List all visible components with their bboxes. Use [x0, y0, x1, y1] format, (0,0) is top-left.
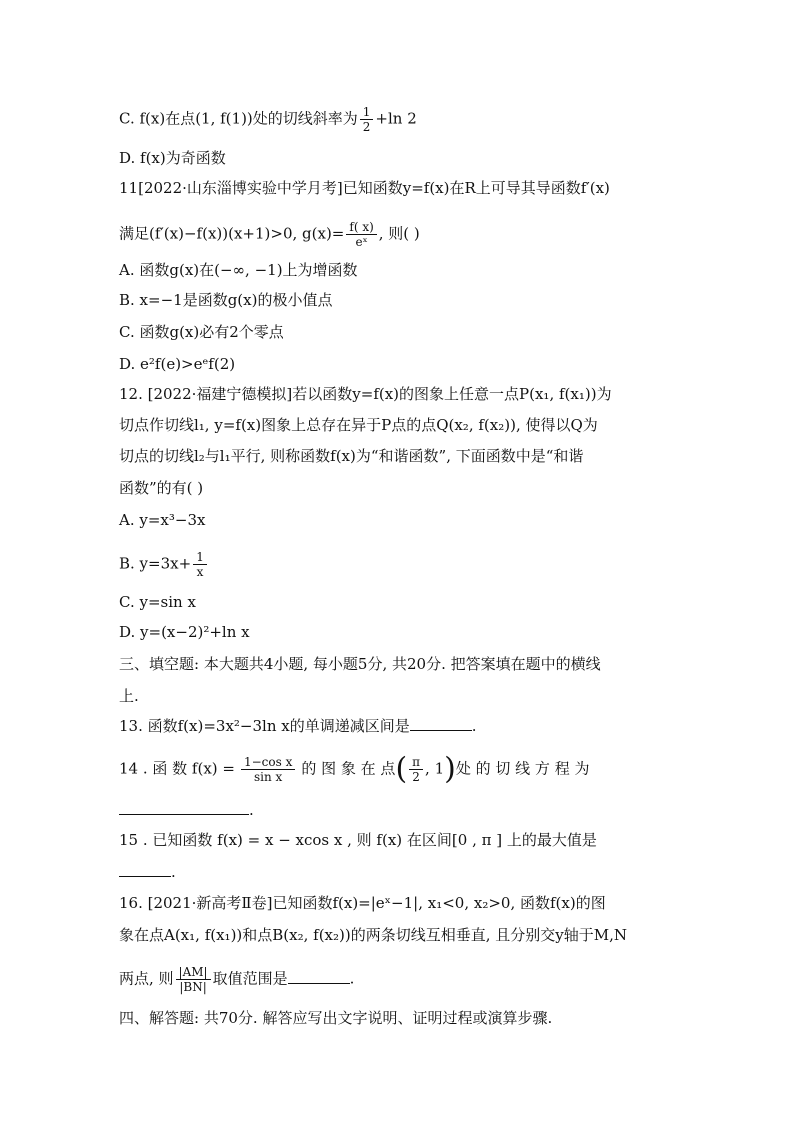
- q14-answer-line: .: [119, 800, 254, 820]
- q12-option-b: B. y=3x+ $\frac{1}{x}$: [119, 550, 209, 579]
- q11-stem-line2: 满足(f′(x)−f(x))(x+1)>0, g(x)= $\frac{f( x)}{\text{eˣ}}$ , 则( ): [119, 220, 420, 249]
- answer-blank[interactable]: [119, 862, 171, 877]
- answer-blank[interactable]: [410, 716, 472, 731]
- q11-option-a: A. 函数g(x)在(−∞, −1)上为增函数: [119, 261, 358, 279]
- q10-option-c: C. f(x)在点(1, f(1))处的切线斜率为 $\frac{1}{2}$ +ln 2: [119, 105, 417, 134]
- q12-stem-line1: 12. [2022·福建宁德模拟]若以函数y=f(x)的图象上任意一点P(x₁, f(x₁))为: [119, 385, 612, 403]
- q11-option-c: C. 函数g(x)必有2个零点: [119, 323, 284, 341]
- fraction: $\frac{1}{2}$: [360, 105, 374, 134]
- q13-text: 13. 函数f(x)=3x²−3ln x的单调递减区间是 .: [119, 717, 477, 735]
- answer-blank[interactable]: [288, 969, 350, 984]
- fraction: $\frac{f( x)}{\text{eˣ}}$: [346, 220, 376, 249]
- q15-answer-line: .: [119, 862, 176, 882]
- fraction: $\frac{\pi}{2}$: [409, 755, 423, 784]
- fraction: $\frac{\text{1−cos x}}{\text{sin x}}$: [241, 755, 295, 784]
- q16-stem-line2: 象在点A(x₁, f(x₁))和点B(x₂, f(x₂))的两条切线互相垂直, 且分别交y轴于M,N: [119, 926, 628, 944]
- section4-heading: 四、解答题: 共70分. 解答应写出文字说明、证明过程或演算步骤.: [119, 1009, 553, 1027]
- q12-stem-line3: 切点的切线l₂与l₁平行, 则称函数f(x)为“和谐函数”, 下面函数中是“和谐: [119, 447, 584, 465]
- q12-option-c: C. y=sin x: [119, 593, 196, 611]
- fraction: $\frac{|AM|}{|BN|}$: [176, 965, 211, 994]
- q11-option-d: D. e²f(e)>eᵉf(2): [119, 355, 236, 373]
- answer-blank[interactable]: [119, 800, 249, 815]
- q12-stem-line2: 切点作切线l₁, y=f(x)图象上总存在异于P点的点Q(x₂, f(x₂)), 使得以Q为: [119, 416, 598, 434]
- right-paren: ): [444, 751, 456, 787]
- q10-option-d: D. f(x)为奇函数: [119, 149, 226, 167]
- q12-stem-line4: 函数”的有( ): [119, 479, 204, 497]
- q14-text: 14 . 函 数 f(x) = $\frac{\text{1−cos x}}{\text{sin x}}$ 的 图 象 在 点( $\frac{\pi}{2}$ , 1)处 的 切 线 方 程 为: [119, 751, 590, 787]
- q15-text: 15 . 已知函数 f(x) = x − xcos x , 则 f(x) 在区间[0 , π ] 上的最大值是: [119, 831, 597, 849]
- section3-heading-cont: 上.: [119, 687, 139, 705]
- q11-option-b: B. x=−1是函数g(x)的极小值点: [119, 291, 333, 309]
- left-paren: (: [395, 751, 408, 787]
- q16-stem-line1: 16. [2021·新高考Ⅱ卷]已知函数f(x)=|eˣ−1|, x₁<0, x₂>0, 函数f(x)的图: [119, 894, 606, 912]
- q11-stem-line1: 11[2022·山东淄博实验中学月考]已知函数y=f(x)在R上可导其导函数f′(x): [119, 179, 610, 197]
- fraction: $\frac{1}{x}$: [193, 550, 207, 579]
- q12-option-a: A. y=x³−3x: [119, 511, 206, 529]
- section3-heading: 三、填空题: 本大题共4小题, 每小题5分, 共20分. 把答案填在题中的横线: [119, 655, 601, 673]
- q16-stem-line3: 两点, 则 $\frac{|AM|}{|BN|}$ 取值范围是 .: [119, 965, 355, 994]
- q12-option-d: D. y=(x−2)²+ln x: [119, 623, 250, 641]
